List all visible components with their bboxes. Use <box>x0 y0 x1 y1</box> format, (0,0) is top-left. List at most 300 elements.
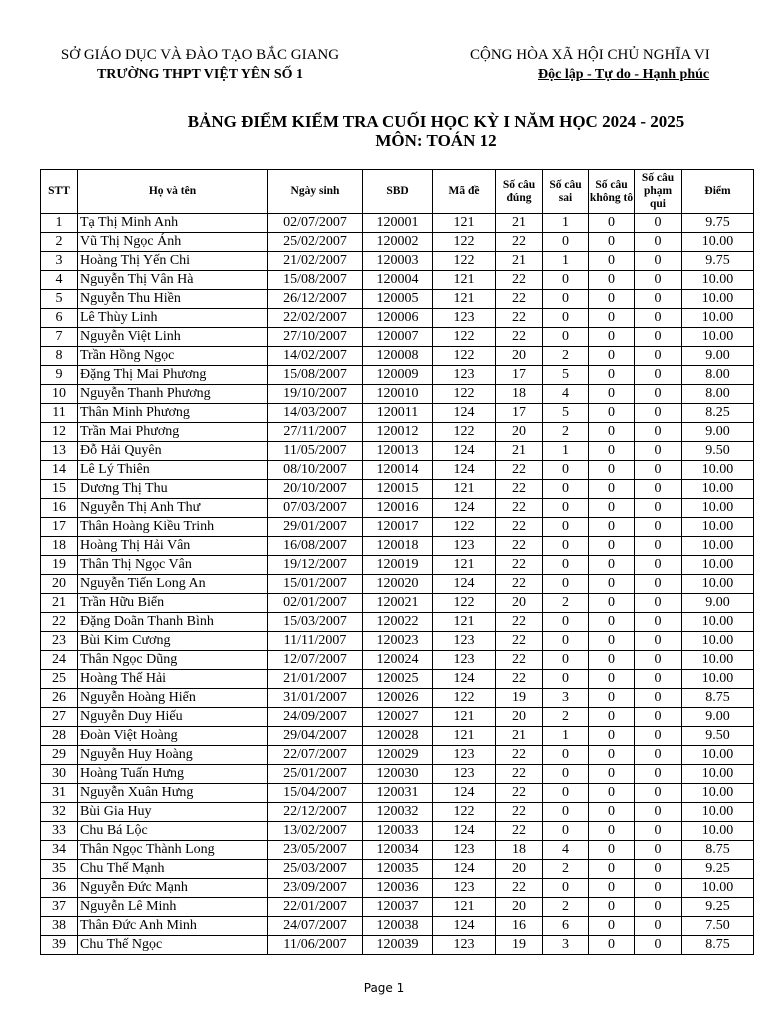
cell-exam-code: 123 <box>433 841 496 860</box>
column-header-blank-count: Số câu không tô <box>589 170 635 214</box>
cell-blank-count: 0 <box>589 233 635 252</box>
cell-violation-count: 0 <box>635 689 682 708</box>
cell-name: Thân Ngọc Dũng <box>78 651 268 670</box>
cell-violation-count: 0 <box>635 366 682 385</box>
cell-score: 9.50 <box>682 442 754 461</box>
cell-stt: 38 <box>41 917 78 936</box>
table-row <box>41 803 754 822</box>
cell-wrong-count: 0 <box>543 784 589 803</box>
cell-wrong-count: 0 <box>543 651 589 670</box>
cell-birth-date: 02/07/2007 <box>268 214 363 233</box>
cell-wrong-count: 0 <box>543 233 589 252</box>
cell-violation-count: 0 <box>635 575 682 594</box>
cell-sbd: 120028 <box>363 727 433 746</box>
cell-name: Nguyễn Thu Hiền <box>78 290 268 309</box>
cell-sbd: 120022 <box>363 613 433 632</box>
cell-birth-date: 16/08/2007 <box>268 537 363 556</box>
cell-name: Nguyễn Thị Anh Thư <box>78 499 268 518</box>
cell-stt: 12 <box>41 423 78 442</box>
cell-sbd: 120007 <box>363 328 433 347</box>
cell-blank-count: 0 <box>589 290 635 309</box>
table-row <box>41 252 754 271</box>
cell-birth-date: 11/11/2007 <box>268 632 363 651</box>
cell-name: Nguyễn Việt Linh <box>78 328 268 347</box>
cell-score: 10.00 <box>682 746 754 765</box>
cell-exam-code: 124 <box>433 670 496 689</box>
cell-exam-code: 121 <box>433 480 496 499</box>
cell-sbd: 120002 <box>363 233 433 252</box>
cell-score: 10.00 <box>682 765 754 784</box>
cell-name: Nguyễn Huy Hoàng <box>78 746 268 765</box>
cell-name: Thân Ngọc Thành Long <box>78 841 268 860</box>
table-row <box>41 366 754 385</box>
cell-blank-count: 0 <box>589 936 635 955</box>
cell-birth-date: 23/05/2007 <box>268 841 363 860</box>
cell-birth-date: 14/02/2007 <box>268 347 363 366</box>
table-row <box>41 651 754 670</box>
table-row <box>41 404 754 423</box>
cell-score: 9.75 <box>682 252 754 271</box>
cell-stt: 9 <box>41 366 78 385</box>
cell-name: Nguyễn Thanh Phương <box>78 385 268 404</box>
cell-violation-count: 0 <box>635 499 682 518</box>
cell-score: 10.00 <box>682 480 754 499</box>
cell-name: Nguyễn Đức Mạnh <box>78 879 268 898</box>
cell-sbd: 120008 <box>363 347 433 366</box>
cell-violation-count: 0 <box>635 214 682 233</box>
cell-birth-date: 22/07/2007 <box>268 746 363 765</box>
cell-blank-count: 0 <box>589 613 635 632</box>
cell-score: 8.75 <box>682 841 754 860</box>
cell-wrong-count: 0 <box>543 613 589 632</box>
cell-wrong-count: 0 <box>543 290 589 309</box>
cell-score: 9.00 <box>682 594 754 613</box>
cell-stt: 22 <box>41 613 78 632</box>
cell-wrong-count: 1 <box>543 442 589 461</box>
cell-correct-count: 22 <box>496 328 543 347</box>
column-header-wrong-count: Số câu sai <box>543 170 589 214</box>
cell-sbd: 120021 <box>363 594 433 613</box>
cell-score: 10.00 <box>682 271 754 290</box>
cell-blank-count: 0 <box>589 689 635 708</box>
cell-score: 10.00 <box>682 632 754 651</box>
table-row <box>41 537 754 556</box>
cell-violation-count: 0 <box>635 727 682 746</box>
cell-score: 10.00 <box>682 556 754 575</box>
cell-violation-count: 0 <box>635 309 682 328</box>
cell-wrong-count: 0 <box>543 632 589 651</box>
cell-correct-count: 22 <box>496 271 543 290</box>
cell-stt: 24 <box>41 651 78 670</box>
cell-correct-count: 22 <box>496 746 543 765</box>
cell-stt: 4 <box>41 271 78 290</box>
column-header-violation-count: Số câu phạm qui <box>635 170 682 214</box>
cell-blank-count: 0 <box>589 898 635 917</box>
cell-violation-count: 0 <box>635 404 682 423</box>
column-header-stt: STT <box>41 170 78 214</box>
cell-sbd: 120014 <box>363 461 433 480</box>
cell-blank-count: 0 <box>589 784 635 803</box>
cell-correct-count: 22 <box>496 879 543 898</box>
cell-exam-code: 121 <box>433 708 496 727</box>
table-row <box>41 423 754 442</box>
cell-blank-count: 0 <box>589 442 635 461</box>
cell-correct-count: 17 <box>496 366 543 385</box>
title-line-1: BẢNG ĐIỂM KIỂM TRA CUỐI HỌC KỲ I NĂM HỌC 2024 - 2025 <box>187 112 685 131</box>
cell-score: 10.00 <box>682 803 754 822</box>
cell-violation-count: 0 <box>635 594 682 613</box>
cell-wrong-count: 0 <box>543 670 589 689</box>
cell-wrong-count: 2 <box>543 708 589 727</box>
cell-sbd: 120006 <box>363 309 433 328</box>
cell-birth-date: 25/03/2007 <box>268 860 363 879</box>
cell-score: 9.75 <box>682 214 754 233</box>
cell-blank-count: 0 <box>589 575 635 594</box>
table-row <box>41 917 754 936</box>
cell-exam-code: 124 <box>433 917 496 936</box>
cell-sbd: 120016 <box>363 499 433 518</box>
cell-name: Nguyễn Hoàng Hiển <box>78 689 268 708</box>
cell-violation-count: 0 <box>635 328 682 347</box>
cell-name: Nguyễn Lê Minh <box>78 898 268 917</box>
cell-correct-count: 20 <box>496 347 543 366</box>
cell-name: Lê Lý Thiên <box>78 461 268 480</box>
cell-blank-count: 0 <box>589 822 635 841</box>
cell-wrong-count: 3 <box>543 936 589 955</box>
cell-exam-code: 121 <box>433 271 496 290</box>
cell-sbd: 120024 <box>363 651 433 670</box>
cell-score: 10.00 <box>682 328 754 347</box>
cell-score: 10.00 <box>682 651 754 670</box>
cell-blank-count: 0 <box>589 556 635 575</box>
table-body <box>41 214 754 955</box>
cell-sbd: 120035 <box>363 860 433 879</box>
column-header-name: Họ và tên <box>78 170 268 214</box>
table-row <box>41 594 754 613</box>
cell-correct-count: 22 <box>496 613 543 632</box>
cell-blank-count: 0 <box>589 214 635 233</box>
cell-sbd: 120031 <box>363 784 433 803</box>
cell-stt: 17 <box>41 518 78 537</box>
cell-exam-code: 122 <box>433 252 496 271</box>
cell-name: Nguyễn Duy Hiếu <box>78 708 268 727</box>
cell-correct-count: 22 <box>496 670 543 689</box>
cell-exam-code: 123 <box>433 632 496 651</box>
table-row <box>41 670 754 689</box>
cell-name: Thân Đức Anh Minh <box>78 917 268 936</box>
cell-birth-date: 25/01/2007 <box>268 765 363 784</box>
cell-sbd: 120004 <box>363 271 433 290</box>
cell-wrong-count: 2 <box>543 423 589 442</box>
cell-blank-count: 0 <box>589 271 635 290</box>
cell-score: 10.00 <box>682 461 754 480</box>
cell-blank-count: 0 <box>589 803 635 822</box>
cell-score: 10.00 <box>682 537 754 556</box>
cell-exam-code: 123 <box>433 746 496 765</box>
cell-violation-count: 0 <box>635 651 682 670</box>
cell-name: Hoàng Thị Yến Chi <box>78 252 268 271</box>
table-row <box>41 556 754 575</box>
column-header-score: Điểm <box>682 170 754 214</box>
cell-exam-code: 123 <box>433 309 496 328</box>
cell-wrong-count: 2 <box>543 860 589 879</box>
cell-exam-code: 124 <box>433 784 496 803</box>
cell-blank-count: 0 <box>589 499 635 518</box>
cell-violation-count: 0 <box>635 803 682 822</box>
cell-stt: 31 <box>41 784 78 803</box>
cell-violation-count: 0 <box>635 290 682 309</box>
cell-stt: 8 <box>41 347 78 366</box>
cell-stt: 16 <box>41 499 78 518</box>
table-row <box>41 499 754 518</box>
cell-correct-count: 22 <box>496 765 543 784</box>
cell-birth-date: 21/02/2007 <box>268 252 363 271</box>
cell-correct-count: 22 <box>496 499 543 518</box>
cell-blank-count: 0 <box>589 632 635 651</box>
cell-stt: 15 <box>41 480 78 499</box>
cell-birth-date: 15/03/2007 <box>268 613 363 632</box>
cell-wrong-count: 0 <box>543 765 589 784</box>
table-row <box>41 765 754 784</box>
cell-birth-date: 15/04/2007 <box>268 784 363 803</box>
cell-correct-count: 19 <box>496 936 543 955</box>
cell-blank-count: 0 <box>589 518 635 537</box>
cell-stt: 5 <box>41 290 78 309</box>
cell-wrong-count: 0 <box>543 537 589 556</box>
cell-violation-count: 0 <box>635 746 682 765</box>
cell-stt: 21 <box>41 594 78 613</box>
cell-stt: 6 <box>41 309 78 328</box>
table-row <box>41 784 754 803</box>
cell-stt: 3 <box>41 252 78 271</box>
cell-exam-code: 124 <box>433 461 496 480</box>
cell-exam-code: 123 <box>433 936 496 955</box>
cell-birth-date: 23/09/2007 <box>268 879 363 898</box>
cell-sbd: 120023 <box>363 632 433 651</box>
school-name: TRƯỜNG THPT VIỆT YÊN SỐ 1 <box>96 67 304 82</box>
cell-birth-date: 15/08/2007 <box>268 366 363 385</box>
table-row <box>41 936 754 955</box>
cell-birth-date: 26/12/2007 <box>268 290 363 309</box>
cell-score: 9.00 <box>682 423 754 442</box>
cell-wrong-count: 0 <box>543 822 589 841</box>
cell-violation-count: 0 <box>635 898 682 917</box>
cell-wrong-count: 0 <box>543 803 589 822</box>
cell-name: Nguyễn Xuân Hưng <box>78 784 268 803</box>
cell-name: Trần Hữu Biển <box>78 594 268 613</box>
cell-correct-count: 22 <box>496 784 543 803</box>
cell-exam-code: 124 <box>433 575 496 594</box>
cell-birth-date: 29/04/2007 <box>268 727 363 746</box>
cell-correct-count: 22 <box>496 556 543 575</box>
cell-wrong-count: 2 <box>543 594 589 613</box>
table-row <box>41 822 754 841</box>
cell-violation-count: 0 <box>635 347 682 366</box>
cell-sbd: 120020 <box>363 575 433 594</box>
cell-violation-count: 0 <box>635 442 682 461</box>
column-header-correct-count: Số câu đúng <box>496 170 543 214</box>
cell-violation-count: 0 <box>635 613 682 632</box>
cell-exam-code: 122 <box>433 385 496 404</box>
cell-correct-count: 21 <box>496 252 543 271</box>
table-row <box>41 233 754 252</box>
cell-violation-count: 0 <box>635 271 682 290</box>
cell-wrong-count: 1 <box>543 727 589 746</box>
cell-blank-count: 0 <box>589 366 635 385</box>
cell-score: 10.00 <box>682 575 754 594</box>
cell-stt: 20 <box>41 575 78 594</box>
cell-violation-count: 0 <box>635 936 682 955</box>
cell-sbd: 120012 <box>363 423 433 442</box>
column-header-birth-date: Ngày sinh <box>268 170 363 214</box>
cell-blank-count: 0 <box>589 841 635 860</box>
cell-correct-count: 20 <box>496 423 543 442</box>
cell-correct-count: 22 <box>496 518 543 537</box>
cell-birth-date: 07/03/2007 <box>268 499 363 518</box>
cell-sbd: 120034 <box>363 841 433 860</box>
cell-wrong-count: 2 <box>543 347 589 366</box>
cell-violation-count: 0 <box>635 670 682 689</box>
table-row <box>41 841 754 860</box>
cell-stt: 26 <box>41 689 78 708</box>
cell-sbd: 120027 <box>363 708 433 727</box>
cell-exam-code: 123 <box>433 765 496 784</box>
cell-violation-count: 0 <box>635 537 682 556</box>
cell-sbd: 120015 <box>363 480 433 499</box>
table-row <box>41 290 754 309</box>
cell-exam-code: 123 <box>433 651 496 670</box>
cell-birth-date: 11/05/2007 <box>268 442 363 461</box>
cell-exam-code: 121 <box>433 290 496 309</box>
cell-exam-code: 123 <box>433 537 496 556</box>
cell-correct-count: 20 <box>496 898 543 917</box>
cell-blank-count: 0 <box>589 708 635 727</box>
cell-name: Trần Mai Phương <box>78 423 268 442</box>
cell-name: Đặng Doãn Thanh Bình <box>78 613 268 632</box>
cell-birth-date: 19/12/2007 <box>268 556 363 575</box>
cell-wrong-count: 3 <box>543 689 589 708</box>
cell-birth-date: 22/01/2007 <box>268 898 363 917</box>
cell-stt: 14 <box>41 461 78 480</box>
cell-stt: 32 <box>41 803 78 822</box>
cell-stt: 2 <box>41 233 78 252</box>
cell-birth-date: 25/02/2007 <box>268 233 363 252</box>
cell-birth-date: 21/01/2007 <box>268 670 363 689</box>
table-row <box>41 860 754 879</box>
table-row <box>41 309 754 328</box>
cell-stt: 13 <box>41 442 78 461</box>
score-table <box>40 169 754 955</box>
cell-name: Đoàn Việt Hoàng <box>78 727 268 746</box>
cell-violation-count: 0 <box>635 841 682 860</box>
cell-stt: 11 <box>41 404 78 423</box>
cell-name: Hoàng Thị Hải Vân <box>78 537 268 556</box>
cell-sbd: 120029 <box>363 746 433 765</box>
cell-stt: 34 <box>41 841 78 860</box>
cell-wrong-count: 5 <box>543 366 589 385</box>
cell-score: 9.00 <box>682 347 754 366</box>
cell-correct-count: 20 <box>496 708 543 727</box>
cell-sbd: 120017 <box>363 518 433 537</box>
cell-sbd: 120030 <box>363 765 433 784</box>
cell-wrong-count: 1 <box>543 252 589 271</box>
cell-sbd: 120039 <box>363 936 433 955</box>
cell-birth-date: 15/01/2007 <box>268 575 363 594</box>
cell-exam-code: 124 <box>433 822 496 841</box>
cell-correct-count: 22 <box>496 651 543 670</box>
cell-exam-code: 122 <box>433 423 496 442</box>
cell-correct-count: 22 <box>496 309 543 328</box>
cell-sbd: 120037 <box>363 898 433 917</box>
cell-sbd: 120025 <box>363 670 433 689</box>
cell-birth-date: 12/07/2007 <box>268 651 363 670</box>
cell-name: Dương Thị Thu <box>78 480 268 499</box>
cell-exam-code: 122 <box>433 803 496 822</box>
cell-exam-code: 124 <box>433 404 496 423</box>
cell-wrong-count: 0 <box>543 499 589 518</box>
cell-birth-date: 20/10/2007 <box>268 480 363 499</box>
cell-score: 8.00 <box>682 366 754 385</box>
cell-wrong-count: 0 <box>543 518 589 537</box>
cell-violation-count: 0 <box>635 917 682 936</box>
table-row <box>41 461 754 480</box>
cell-violation-count: 0 <box>635 860 682 879</box>
country-name: CỘNG HÒA XÃ HỘI CHỦ NGHĨA VI <box>470 47 710 63</box>
table-row <box>41 214 754 233</box>
cell-sbd: 120013 <box>363 442 433 461</box>
table-row <box>41 746 754 765</box>
cell-sbd: 120001 <box>363 214 433 233</box>
cell-sbd: 120018 <box>363 537 433 556</box>
cell-exam-code: 122 <box>433 689 496 708</box>
cell-blank-count: 0 <box>589 252 635 271</box>
cell-correct-count: 19 <box>496 689 543 708</box>
cell-birth-date: 11/06/2007 <box>268 936 363 955</box>
cell-exam-code: 122 <box>433 233 496 252</box>
cell-blank-count: 0 <box>589 328 635 347</box>
cell-stt: 29 <box>41 746 78 765</box>
cell-violation-count: 0 <box>635 556 682 575</box>
cell-stt: 30 <box>41 765 78 784</box>
cell-sbd: 120033 <box>363 822 433 841</box>
cell-name: Chu Thế Ngọc <box>78 936 268 955</box>
cell-score: 8.25 <box>682 404 754 423</box>
cell-score: 10.00 <box>682 613 754 632</box>
table-row <box>41 689 754 708</box>
cell-name: Trần Hồng Ngọc <box>78 347 268 366</box>
table-header-row <box>41 170 754 214</box>
cell-correct-count: 22 <box>496 233 543 252</box>
cell-sbd: 120005 <box>363 290 433 309</box>
cell-violation-count: 0 <box>635 480 682 499</box>
cell-blank-count: 0 <box>589 461 635 480</box>
cell-exam-code: 121 <box>433 214 496 233</box>
cell-blank-count: 0 <box>589 860 635 879</box>
cell-wrong-count: 6 <box>543 917 589 936</box>
cell-name: Thân Thị Ngọc Vân <box>78 556 268 575</box>
cell-exam-code: 121 <box>433 898 496 917</box>
cell-name: Lê Thùy Linh <box>78 309 268 328</box>
cell-blank-count: 0 <box>589 594 635 613</box>
table-row <box>41 708 754 727</box>
cell-exam-code: 122 <box>433 347 496 366</box>
column-header-sbd: SBD <box>363 170 433 214</box>
cell-score: 9.25 <box>682 898 754 917</box>
cell-name: Hoàng Thế Hải <box>78 670 268 689</box>
cell-sbd: 120009 <box>363 366 433 385</box>
cell-exam-code: 121 <box>433 613 496 632</box>
cell-sbd: 120019 <box>363 556 433 575</box>
